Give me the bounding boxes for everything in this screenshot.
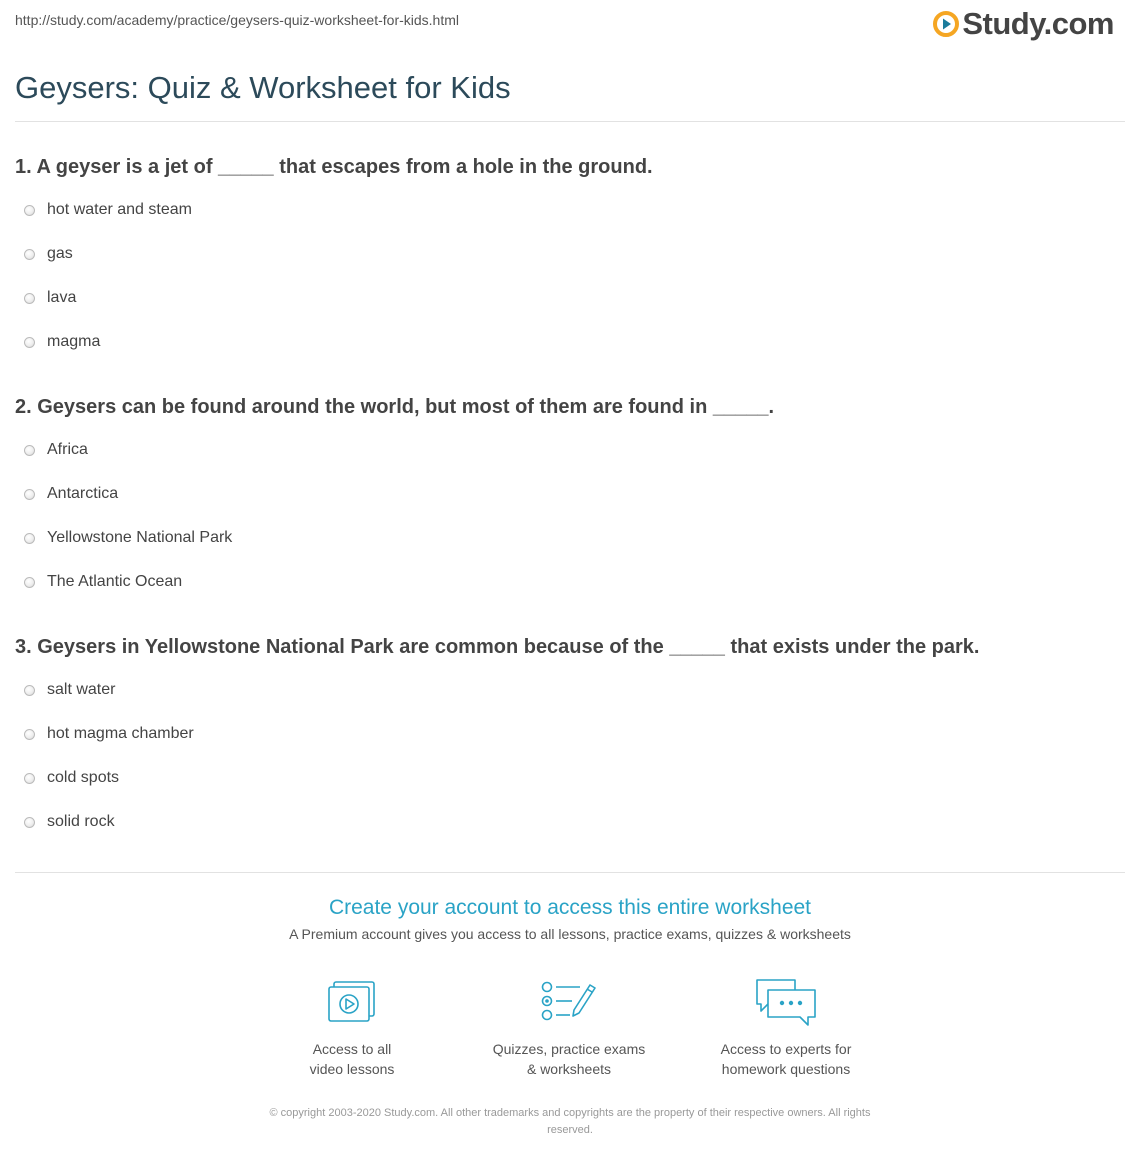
page-url: http://study.com/academy/practice/geysers-quiz-worksheet-for-kids.html <box>15 12 460 28</box>
feature-label: Quizzes, practice exams <box>492 1041 646 1057</box>
feature-label: video lessons <box>309 1061 395 1077</box>
answer-label: Africa <box>47 441 88 458</box>
answer-option[interactable] <box>24 243 73 265</box>
radio-button[interactable] <box>24 249 35 260</box>
question-text: 2. Geysers can be found around the world, but most of them are found in _____. <box>15 396 775 418</box>
answer-label: lava <box>47 289 77 306</box>
question-3 <box>15 636 979 659</box>
answer-label: cold spots <box>47 769 120 786</box>
radio-button[interactable] <box>24 773 35 784</box>
answer-label: Antarctica <box>47 485 119 502</box>
radio-button[interactable] <box>24 685 35 696</box>
video-lessons-icon <box>325 979 379 1027</box>
chat-bubbles-icon <box>754 977 818 1029</box>
copyright-line: reserved. <box>547 1124 593 1136</box>
radio-button[interactable] <box>24 337 35 348</box>
radio-button[interactable] <box>24 729 35 740</box>
play-logo-icon <box>933 11 959 37</box>
answer-option[interactable] <box>24 483 118 505</box>
answer-label: The Atlantic Ocean <box>47 573 183 590</box>
page-title: Geysers: Quiz & Worksheet for Kids <box>15 70 511 105</box>
answer-option[interactable] <box>24 723 194 745</box>
study-logo[interactable] <box>933 6 1114 42</box>
radio-button[interactable] <box>24 577 35 588</box>
radio-button[interactable] <box>24 817 35 828</box>
copyright-notice <box>210 1105 930 1139</box>
answer-label: Yellowstone National Park <box>47 529 233 546</box>
answer-option[interactable] <box>24 527 232 549</box>
answer-option[interactable] <box>24 679 115 701</box>
answer-label: hot magma chamber <box>47 725 194 742</box>
logo-text: Study.com <box>962 6 1114 41</box>
answer-label: gas <box>47 245 73 262</box>
question-text: 1. A geyser is a jet of _____ that escapes from a hole in the ground. <box>15 156 653 178</box>
divider <box>15 872 1125 873</box>
feature-label: & worksheets <box>526 1061 612 1077</box>
question-text: 3. Geysers in Yellowstone National Park are common because of the _____ that exists under the park. <box>15 636 980 658</box>
radio-button[interactable] <box>24 445 35 456</box>
feature-label: Access to all <box>312 1041 392 1057</box>
radio-button[interactable] <box>24 205 35 216</box>
feature-label: Access to experts for <box>720 1041 852 1057</box>
answer-option[interactable] <box>24 571 182 593</box>
answer-option[interactable] <box>24 331 100 353</box>
copyright-line: © copyright 2003-2020 Study.com. All other trademarks and copyrights are the property of their respective owners. All rights <box>269 1107 871 1119</box>
feature-experts <box>686 975 886 1079</box>
feature-label: homework questions <box>721 1061 851 1077</box>
question-2 <box>15 396 774 419</box>
answer-option[interactable] <box>24 287 76 309</box>
premium-description: A Premium account gives you access to all lessons, practice exams, quizzes & worksheets <box>289 926 851 942</box>
radio-button[interactable] <box>24 293 35 304</box>
radio-button[interactable] <box>24 533 35 544</box>
feature-video-lessons <box>252 975 452 1079</box>
radio-button[interactable] <box>24 489 35 500</box>
quiz-checklist-icon <box>540 980 598 1026</box>
answer-label: salt water <box>47 681 116 698</box>
answer-label: solid rock <box>47 813 115 830</box>
answer-option[interactable] <box>24 439 88 461</box>
answer-option[interactable] <box>24 199 192 221</box>
divider <box>15 121 1125 122</box>
question-1 <box>15 156 653 179</box>
create-account-link[interactable]: Create your account to access this entire worksheet <box>328 896 812 919</box>
answer-label: hot water and steam <box>47 201 192 218</box>
answer-option[interactable] <box>24 767 119 789</box>
answer-option[interactable] <box>24 811 115 833</box>
feature-quizzes <box>469 975 669 1079</box>
answer-label: magma <box>47 333 101 350</box>
